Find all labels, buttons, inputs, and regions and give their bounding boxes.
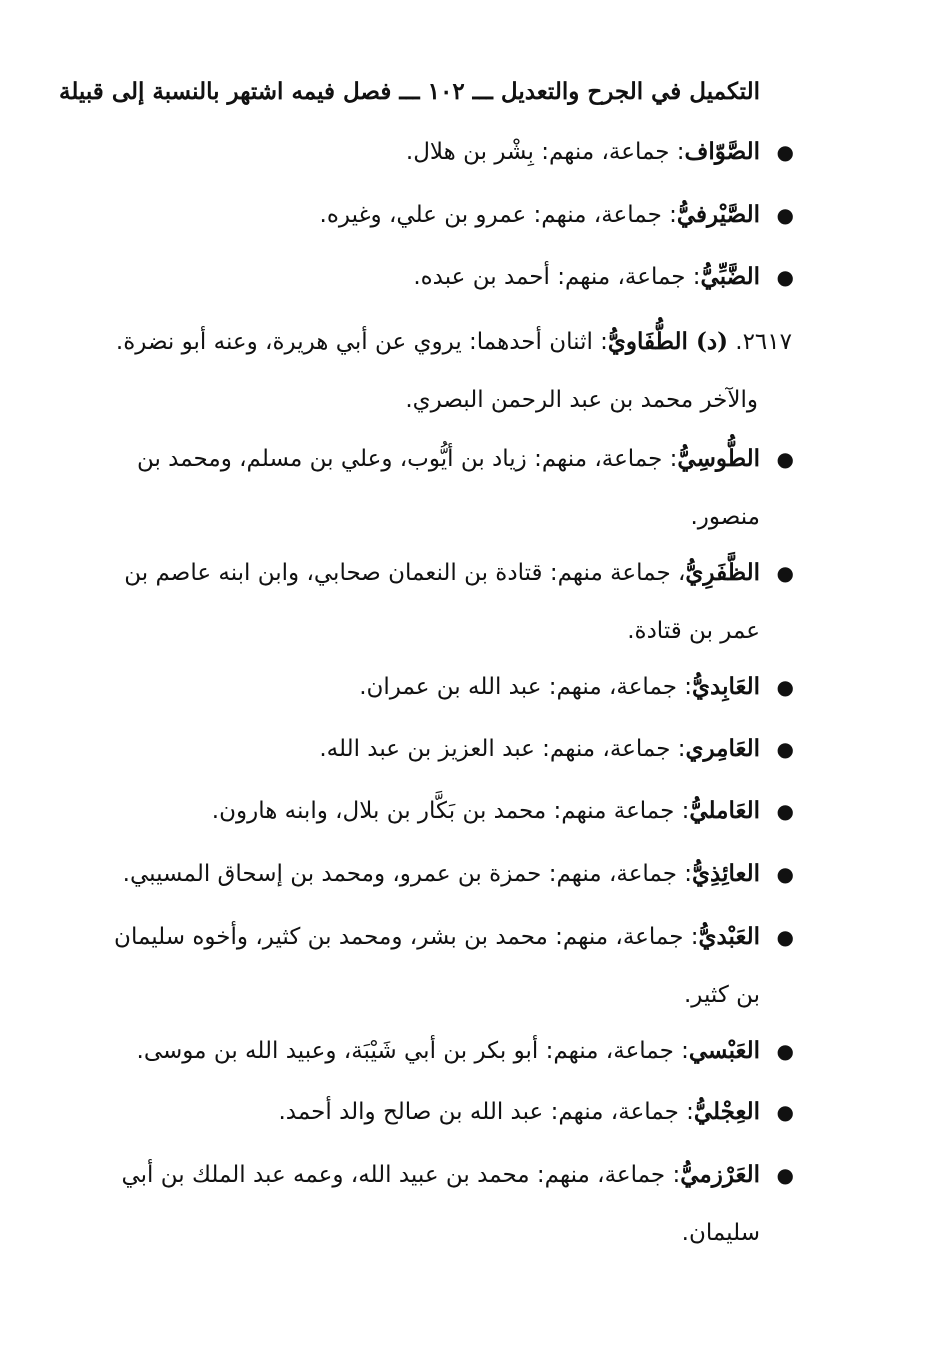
entry-body: : جماعة، منهم: محمد بن بشر، ومحمد بن كثير، وأخوه سليمان بن كثير. (114, 924, 760, 1008)
entry-continuation: والآخر محمد بن عبد الرحمن البصري. (405, 387, 758, 413)
entry-body: : جماعة، منهم: عبد الله بن عمران. (359, 674, 693, 700)
entry-term: الطُّوسِيُّ (677, 445, 760, 472)
bullet-icon: ● (776, 799, 794, 823)
entry-term: الضَّبِّيُّ (700, 263, 760, 290)
entry-body: : جماعة، منهم: حمزة بن عمرو، ومحمد بن إسحاق المسيبي. (122, 861, 693, 887)
bullet-icon: ● (776, 1100, 794, 1124)
entry-term: العَرْزميُّ (680, 1161, 760, 1188)
entry-term: (د) الطُّفَاويُّ (607, 328, 728, 355)
entry-body: : اثنان أحدهما: يروي عن أبي هريرة، وعنه أبو نضرة. (115, 329, 608, 355)
entry-text (95, 248, 760, 306)
bullet-icon: ● (776, 675, 794, 699)
entry-term: العَامليُّ (689, 797, 760, 824)
bullet-icon: ● (776, 1039, 794, 1063)
entry-term: العِجْليُّ (693, 1098, 760, 1125)
entry-body: : جماعة، منهم: عمرو بن علي، وغيره. (319, 202, 677, 228)
entry-body: : جماعة، منهم: محمد بن عبيد الله، وعمه عبد الملك بن أبي سليمان. (121, 1162, 760, 1246)
entry-text (95, 123, 760, 181)
entry-body: ، جماعة منهم: قتادة بن النعمان صحابي، وابن ابنه عاصم بن عمر بن قتادة. (124, 560, 760, 644)
entry-body: : جماعة، منهم: عبد الله بن صالح والد أحمد. (278, 1099, 694, 1125)
entry-text (95, 1146, 760, 1262)
entry-text (95, 1083, 760, 1141)
entry-text (95, 908, 760, 1024)
entry-text (95, 430, 760, 546)
bullet-icon: ● (776, 1163, 794, 1187)
entry-term: العائِذِيُّ (692, 860, 760, 887)
bullet-icon: ● (776, 737, 794, 761)
bullet-icon: ● (776, 140, 794, 164)
entry-term: العَبْسي (688, 1037, 760, 1064)
entry-text (95, 658, 760, 716)
entry-number: ٢٦١٧. (735, 329, 792, 355)
entry-text (95, 313, 792, 429)
entry-text (95, 186, 760, 244)
bullet-icon: ● (776, 203, 794, 227)
entry-text (95, 782, 760, 840)
entry-term: العَبْديُّ (698, 923, 760, 950)
entry-body: : جماعة منهم: محمد بن بَكَّار بن بلال، وابنه هارون. (211, 798, 690, 824)
entry-term: الصَّيْرفيُّ (676, 201, 760, 228)
entry-text (95, 845, 760, 903)
running-header: التكميل في الجرح والتعديل ـــ ١٠٢ ـــ فصل فيمه اشتهر بالنسبة إلى قبيلة (58, 78, 760, 105)
entry-term: العَامِري (685, 735, 760, 762)
entry-body: : جماعة، منهم: بِشْر بن هلال. (405, 139, 685, 165)
bullet-icon: ● (776, 265, 794, 289)
entry-text (95, 1022, 760, 1080)
entry-term: الصَّوّاف (684, 138, 760, 165)
entry-text (95, 720, 760, 778)
entry-text (95, 544, 760, 660)
bullet-icon: ● (776, 862, 794, 886)
entry-term: الظَّفَرِيُّ (685, 559, 760, 586)
entry-body: : جماعة، منهم: أبو بكر بن أبي شَيْبَة، وعبيد الله بن موسى. (136, 1038, 689, 1064)
bullet-icon: ● (776, 447, 794, 471)
entry-body: : جماعة، منهم: أحمد بن عبده. (413, 264, 701, 290)
bullet-icon: ● (776, 561, 794, 585)
entry-body: : جماعة، منهم: عبد العزيز بن عبد الله. (319, 736, 686, 762)
bullet-icon: ● (776, 925, 794, 949)
entry-term: العَابِديُّ (692, 673, 760, 700)
entry-body: : جماعة، منهم: زياد بن أيُّوب، وعلي بن مسلم، ومحمد بن منصور. (136, 446, 760, 530)
